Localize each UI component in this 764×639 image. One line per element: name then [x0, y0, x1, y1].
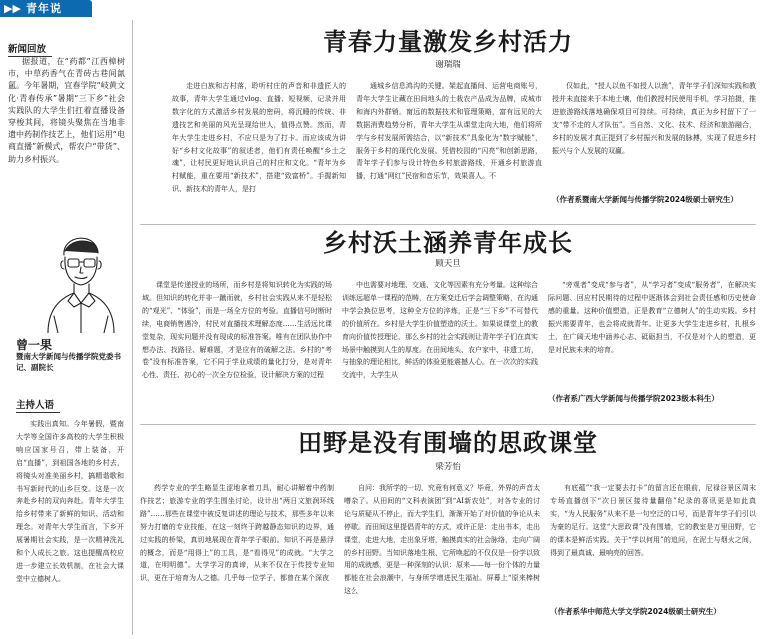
- news-recap-text: 据报道，在“药都”江西樟树市，中草药香气在青砖古巷间氤氲。今年暑期，宜春学院“岐黄文化·青春传承”暑期“三下乡”社会实践队的大学生们扛着直播设备穿梭其间，将镜头聚焦在当地非遗中药制作技艺上，他们运用“电商直播”新模式，帮农户“带货”、助力乡村振兴。: [8, 57, 125, 164]
- article-2-signature: （作者系广西大学新闻与传播学院2023级本科生）: [548, 394, 719, 403]
- article-separator: [140, 224, 756, 225]
- column-divider: [132, 20, 133, 635]
- article-3-signature: （作者系华中师范大学文学院2024级硕士研究生）: [550, 607, 721, 616]
- commentator-portrait: [34, 221, 126, 333]
- article-3-col-1: 药学专业的学生略显生涩地拿着刀具，耐心讲解着中药制作技艺；旅游专业的学生围坐讨论，设计出“两日文旅润环线路”……那些在课堂中被反复讲述的理论与技术，那些多年以来努力打磨的专业技能，在这一刻终于跨越静态知识的边界，通过实践的桥梁，真切地展现在青年学子眼前。知识不再是悬浮的概念，而是“用得上”的工具，是“看得见”的成就。“大学之道，在明明德”。大学学习的真谛，从来不仅在于传授专业知识，更在于培育为人之德。几乎每一位学子，都曾在某个深夜: [140, 484, 334, 583]
- host-note-title: 主持人语: [16, 397, 60, 413]
- article-3-headline: 田野是没有围墙的思政课堂: [298, 429, 598, 457]
- article-1-col-1: 走进白族和古村落，聆听村庄的声音和非遗匠人的故事，青年大学生通过vlog、直播、短视频，记录并用数字化的方式激活乡村发展的密码，将沉睡的传统、非遗技艺和美丽的风光呈现给世人，值得点赞。然而，青年大学生走进乡村，不应只是为了打卡。而应该成为讲好“乡村文化故事”的叙述者，他们有责任唤醒“乡土之魂”，让村民更好地认识自己的村庄和文化。“青年为乡村赋能，重在要用“新技术”，搭建“致富桥”。手握新知识、新技术的青年人，是打: [172, 82, 346, 194]
- article-1-col-2: 通城乡信息鸿沟的关键。架起直播间、运营电商账号，青年大学生让藏在田间地头的土栽农产品成为品牌，成城市和海内外群销。甯远的数据技术和管理策略，富有远见的大数据消费趋势分析，青年大学生从课堂走向大地，他们将所学与乡村发展所需结合，以“新技术”具象化为“数字赋能”，服务于乡村的现代化发展。凭借校园的“闪亮”和创新思路，青年学子们参与设计特色乡村旅游路线，开通乡村旅游直播，打通“网红”民宿和音乐节，效果喜人。不: [356, 82, 542, 181]
- article-3-byline: 梁芳怡: [435, 462, 461, 472]
- article-2-col-2: 中也需要对地理、交通、文化等因素有充分考量。这种综合训练远超单一课程的范畴，在方案变迁后学会调整策略，在沟通中学会换位思考，这种全方位的淬炼，正是“三下乡”不可替代的价值所在。乡村是大学生价值塑造的沃土。如果说课堂上的教育向价值传授理论，那么乡村的社会实践则让青年学子们在真实场景中触摸到人生的厚度。在田间地头、农户家中、非遗工坊，与抽象的理论相比，鲜活的体验更能震撼人心。在一次次的实践交流中，大学生从: [342, 281, 538, 380]
- article-1-col-3: 仅如此，“授人以鱼不如授人以渔”，青年学子们深知实践和教授并未直接来于本地土壤，他们教授村民使用手机，学习拍摄，推进旅游路线落地确保项目可持续。可持续，真正为乡村留下了一支“带不走的人才队伍”。当自然、文化、技术、经济和旅游融合，乡村的发展才真正提到了乡村振兴和发展的脉搏，实现了促进乡村振兴与个人发展的双赢。: [552, 82, 756, 155]
- host-note-text: 实践出真知。今年暑假，暨南大学等全国许多高校的大学生积极响应国家号召，带上装备，开启“直播”，到祖国各地的乡村去，将镜头对准美丽乡村，搞精谐歌和书写新时代的山乡巨变。这是一次奔赴乡村的双向奔赴。青年大学生给乡村带来了新鲜的知识、活动和理念。对青年大学生而言，下乡开展暑期社会实践，是一次精神洗礼和个人成长之旅。这也提醒高校应进一步建立长效机制，在社会大课堂中立德树人。: [16, 420, 124, 583]
- commentator-role: 暨南大学新闻与传播学院党委书记、副院长: [16, 352, 121, 372]
- section-ribbon: [0, 0, 92, 17]
- portrait-sketch: [34, 221, 126, 333]
- article-3-col-3: 有底蕴”“我一定要去打卡”的留言还在眼前，尼禄谷景区周末专场直播创下“次日景区接待量翻倍”纪录的喜讯更是如此真实，“为人民服务”从来不是一句空泛的口号，而是青年学子们引以为豪的足行。这堂“大思政课”没有围墙，它的教室是万里田野，它的课本是鲜活实践。关于“学以何用”的追问，在泥土与烟火之间，得到了最真诚、最响亮的回答。: [550, 484, 756, 557]
- article-1-headline: 青春力量激发乡村活力: [323, 28, 573, 56]
- article-separator: [140, 424, 756, 425]
- section-label: 青年说: [26, 2, 62, 15]
- news-recap-title: 新闻回放: [8, 41, 52, 57]
- double-arrow-icon: ▶▶: [4, 2, 21, 15]
- article-2-byline: 顾天旦: [435, 259, 461, 269]
- article-1-signature: （作者系暨南大学新闻与传播学院2024级硕士研究生）: [552, 195, 738, 204]
- commentator-name: 曾一果: [16, 338, 53, 352]
- article-2-col-1: 课堂是传递授业的场所，而乡村是将知识转化为实践的场域。但知识的转化并非一蹴而就，乡村社会实践从来不是轻松的“观光”、“体验”，而是一场全方位的考验。直播信号时断时续，电商销售遇冷，村民对直播技术理解态度……生活远比课堂复杂，现实问题并没有现成的标准答案。唯有在团队协作中想办法、找路径、解难题，才是应有的破解之法。乡村的“考卷”没有标准答案，它不同于学业成绩的量化打分，是对青年心性、责任、初心的一次全方位检验，设计解决方案的过程: [142, 281, 332, 380]
- article-1-byline: 谢瑞瑞: [435, 60, 461, 70]
- article-3-col-2: 自问：我所学的一切，究竟有何意义？毕竟，外界的声音太嘈杂了。从田间的“文科表演团”到“AI新农处”，对各专业的讨论与质疑从不停止，而大学生们，渐渐开始了对价值的争论从未停歇。而田间这里提倡青年的方式，或许正是：走出书本，走出课堂，走进大地，走出象牙塔，触摸真实的社会脉络，走向广阔的乡村田野。当知识落地生根，它所唤起的不仅仅是一份学以致用的成就感，更是一种深刻的认识：原来——每一份个体的力量都能在社会浪潮中，与身所学增进民生福祉。屏幕上“原来棒树这么: [344, 484, 540, 596]
- article-2-headline: 乡村沃土涵养青年成长: [323, 229, 573, 257]
- article-2-col-3: “旁观者”变成“参与者”，从“学习者”变成“服务者”，在解决实际问题、回应村民期待的过程中逐渐体会到社会责任感和历史使命感的重量。这种价值塑造，正是教育“立德树人”的生动实践。乡村振兴需要青年，也会将成就青年。让更多大学生走进乡村，扎根乡土，在广阔天地中涵养心志、砥砺担当，不仅是对个人的塑造，更是对民族未来的培育。: [548, 281, 756, 354]
